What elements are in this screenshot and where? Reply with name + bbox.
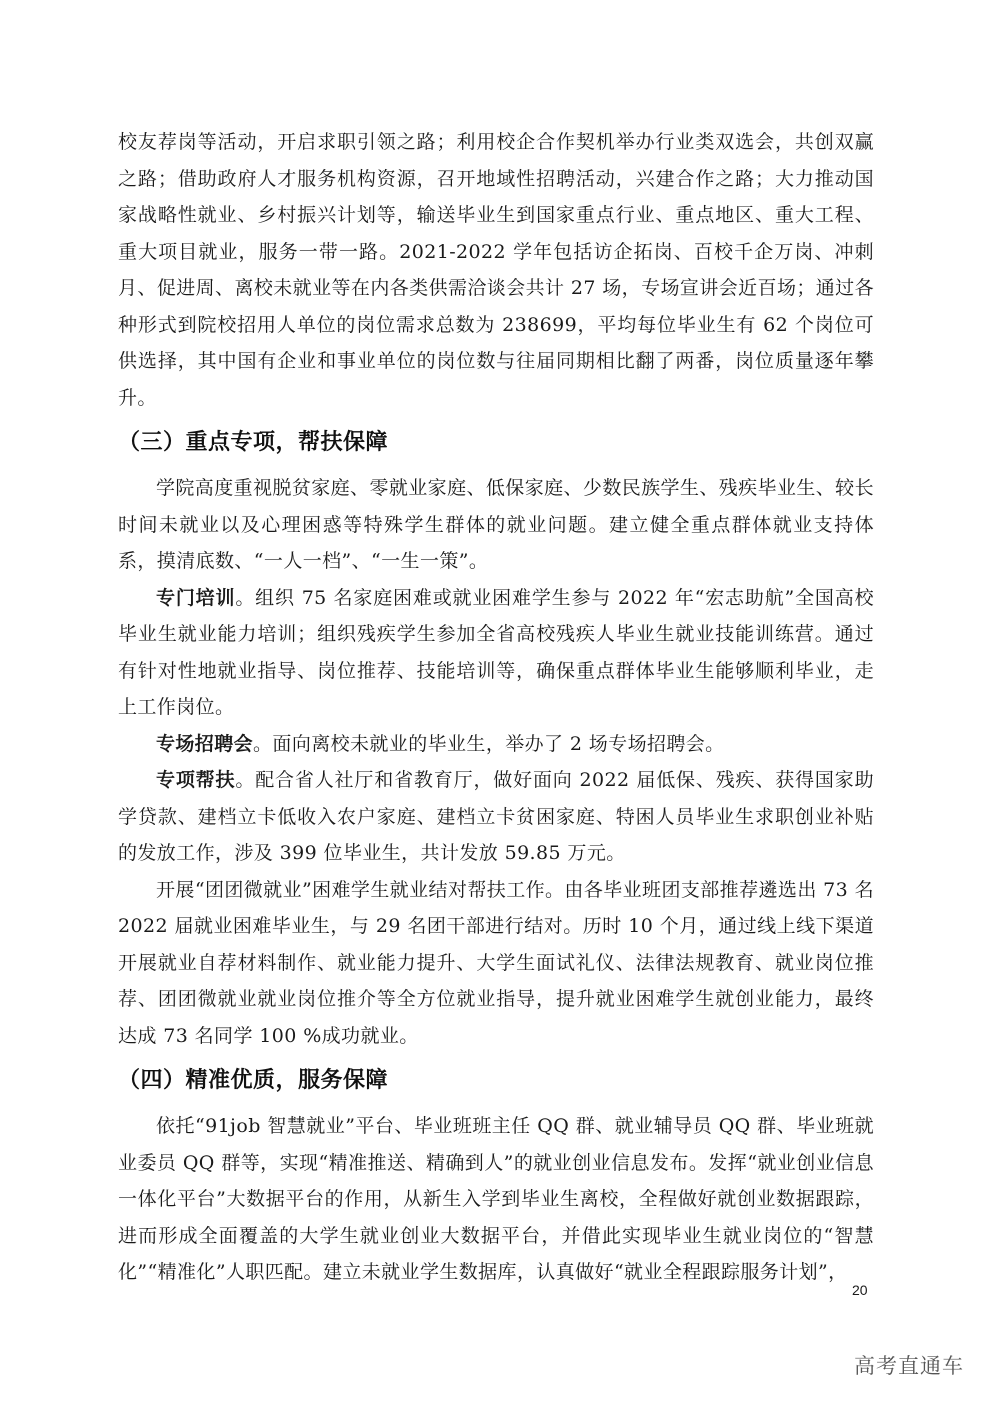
assistance-paragraph: [118, 762, 874, 872]
training-lead: 专门培训: [156, 586, 236, 609]
section-three-heading: （三）重点专项，帮扶保障: [118, 430, 389, 455]
job-fair-paragraph: [118, 726, 874, 763]
intro-paragraph: 校友荐岗等活动，开启求职引领之路；利用校企合作契机举办行业类双选会，共创双赢之路；借助政府人才服务机构资源，召开地域性招聘活动，兴建合作之路；大力推动国家战略性就业、乡村振兴计划等，输送毕业生到国家重点行业、重点地区、重大工程、重大项目就业，服务一带一路。2021-2022 学年包括访企拓岗、百校千企万岗、冲刺月、促进周、离校未就业等在内各类供需洽谈会共计 27 场，专场宣讲会近百场；通过各种形式到院校招用人单位的岗位需求总数为 238699，平均每位毕业生有 62 个岗位可供选择，其中国有企业和事业单位的岗位数与往届同期相比翻了两番，岗位质量逐年攀升。: [118, 131, 874, 409]
training-paragraph: [118, 580, 874, 726]
assistance-body: 。配合省人社厅和省教育厅，做好面向 2022 届低保、残疾、获得国家助学贷款、建档立卡低收入农户家庭、建档立卡贫困家庭、特困人员毕业生求职创业补贴的发放工作，涉及 399 位毕业生，共计发放 59.85 万元。: [118, 769, 874, 864]
section-three-intro: 学院高度重视脱贫家庭、零就业家庭、低保家庭、少数民族学生、残疾毕业生、较长时间未就业以及心理困惑等特殊学生群体的就业问题。建立健全重点群体就业支持体系，摸清底数、“一人一档”、“一生一策”。: [118, 477, 874, 572]
document-body: [118, 124, 874, 1291]
job-fair-body: 。面向离校未就业的毕业生，举办了 2 场专场招聘会。: [253, 732, 725, 755]
assistance-lead: 专项帮扶: [156, 769, 236, 791]
section-four-body: 依托“91job 智慧就业”平台、毕业班班主任 QQ 群、就业辅导员 QQ 群、毕业班就业委员 QQ 群等，实现“精准推送、精确到人”的就业创业信息发布。发挥“就业创业信息一体化平台”大数据平台的作用，从新生入学到毕业生离校，全程做好就创业数据跟踪，进而形成全面覆盖的大学生就业创业大数据平台，并借此实现毕业生就业岗位的“智慧化”“精准化”人职匹配。建立未就业学生数据库，认真做好“就业全程跟踪服务计划”，: [118, 1115, 874, 1283]
watermark-text: 高考直通车: [854, 1354, 964, 1378]
page-number: 20: [852, 1282, 868, 1298]
job-fair-lead: 专场招聘会: [156, 732, 254, 755]
pairing-paragraph: 开展“团团微就业”困难学生就业结对帮扶工作。由各毕业班团支部推荐遴选出 73 名 2022 届就业困难毕业生，与 29 名团干部进行结对。历时 10 个月，通过线上线下渠道开展就业自荐材料制作、就业能力提升、大学生面试礼仪、法律法规教育、就业岗位推荐、团团微就业就业岗位推介等全方位就业指导，提升就业困难学生就创业能力，最终达成 73 名同学 100 %成功就业。: [118, 878, 874, 1047]
training-body: 。组织 75 名家庭困难或就业困难学生参与 2022 年“宏志助航”全国高校毕业生就业能力培训；组织残疾学生参加全省高校残疾人毕业生就业技能训练营。通过有针对性地就业指导、岗位推荐、技能培训等，确保重点群体毕业生能够顺利毕业，走上工作岗位。: [118, 586, 874, 718]
section-four-heading: （四）精准优质，服务保障: [118, 1068, 389, 1093]
